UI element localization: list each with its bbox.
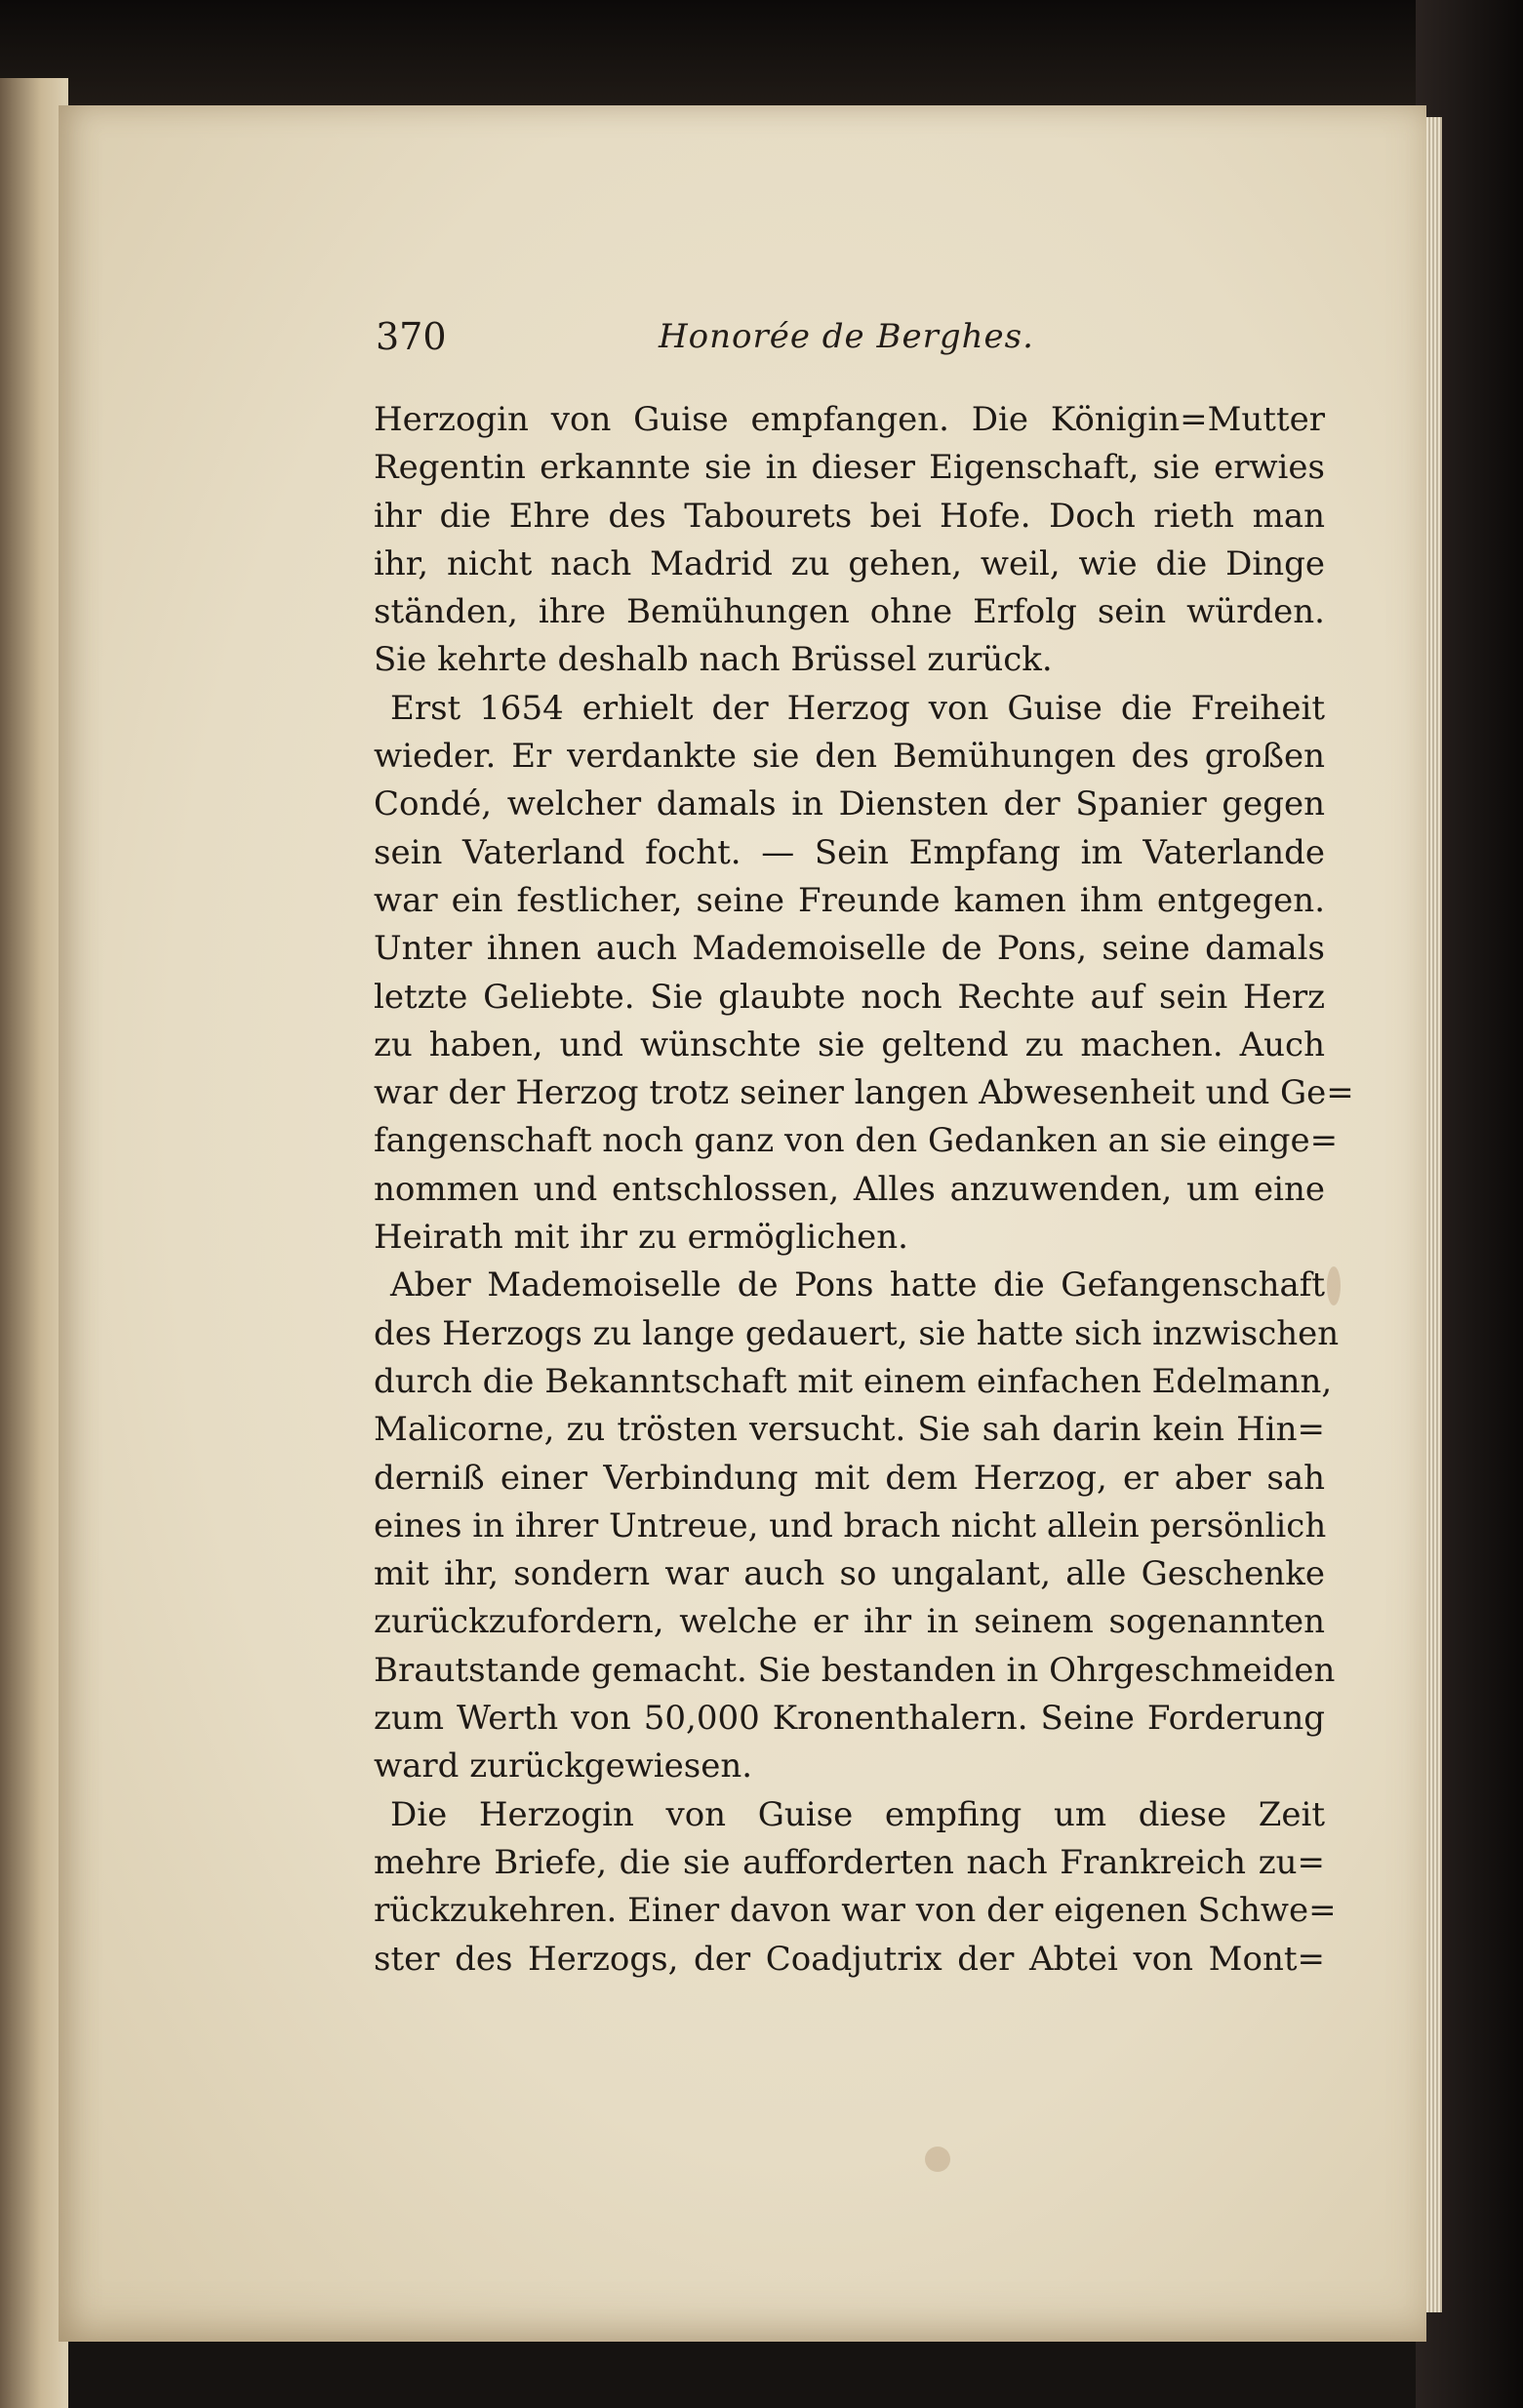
text-line: ihr die Ehre des Tabourets bei Hofe. Doch rieth man bbox=[374, 496, 1325, 536]
text-line: fangenschaft noch ganz von den Gedanken an sie einge= bbox=[374, 1121, 1339, 1161]
text-line: Herzogin von Guise empfangen. Die Königin=Mutter bbox=[374, 400, 1325, 439]
text-line: durch die Bekanntschaft mit einem einfachen Edelmann, bbox=[374, 1361, 1333, 1401]
text-line: Die Herzogin von Guise empfing um diese Zeit bbox=[390, 1794, 1325, 1834]
text-line: war der Herzog trotz seiner langen Abwesenheit und Ge= bbox=[374, 1073, 1354, 1113]
page-header bbox=[376, 314, 1342, 359]
text-line: ward zurückgewiesen. bbox=[374, 1746, 753, 1786]
text-line: ständen, ihre Bemühungen ohne Erfolg sein würden. bbox=[374, 592, 1325, 632]
text-line: mit ihr, sondern war auch so ungalant, alle Geschenke bbox=[374, 1554, 1325, 1594]
page-number: 370 bbox=[376, 315, 447, 358]
text-line: nommen und entschlossen, Alles anzuwenden, um eine bbox=[374, 1169, 1325, 1209]
text-line: war ein festlicher, seine Freunde kamen ihm entgegen. bbox=[374, 880, 1325, 920]
text-line: derniß einer Verbindung mit dem Herzog, er aber sah bbox=[374, 1458, 1325, 1498]
page-stack-edge bbox=[1426, 117, 1442, 2312]
text-line: Brautstande gemacht. Sie bestanden in Ohrgeschmeiden bbox=[374, 1650, 1336, 1690]
paper-stain bbox=[1327, 1266, 1341, 1305]
background-top bbox=[0, 0, 1523, 117]
text-line: Aber Mademoiselle de Pons hatte die Gefangenschaft bbox=[390, 1265, 1325, 1305]
text-line: Unter ihnen auch Mademoiselle de Pons, seine damals bbox=[374, 929, 1325, 969]
text-line: eines in ihrer Untreue, und brach nicht allein persönlich bbox=[374, 1505, 1327, 1545]
running-title: Honorée de Berghes. bbox=[659, 317, 1034, 356]
text-line: ster des Herzogs, der Coadjutrix der Abtei von Mont= bbox=[374, 1939, 1325, 1979]
paper-stain bbox=[925, 2147, 950, 2172]
text-line: Erst 1654 erhielt der Herzog von Guise die Freiheit bbox=[390, 688, 1325, 728]
text-line: zum Werth von 50,000 Kronenthalern. Seine Forderung bbox=[374, 1699, 1325, 1739]
text-line: rückzukehren. Einer davon war von der eigenen Schwe= bbox=[374, 1891, 1337, 1931]
text-line: sein Vaterland focht. — Sein Empfang im Vaterlande bbox=[374, 832, 1325, 872]
body-text bbox=[374, 396, 1354, 1984]
text-line: zu haben, und wünschte sie geltend zu machen. Auch bbox=[374, 1024, 1325, 1064]
text-line: Malicorne, zu trösten versucht. Sie sah darin kein Hin= bbox=[374, 1410, 1325, 1450]
text-line: mehre Briefe, die sie aufforderten nach Frankreich zu= bbox=[374, 1842, 1325, 1882]
text-line: letzte Geliebte. Sie glaubte noch Rechte auf sein Herz bbox=[374, 977, 1325, 1017]
text-line: Condé, welcher damals in Diensten der Spanier gegen bbox=[374, 784, 1325, 824]
text-line: des Herzogs zu lange gedauert, sie hatte sich inzwischen bbox=[374, 1313, 1340, 1353]
text-line: Heirath mit ihr zu ermöglichen. bbox=[374, 1218, 908, 1258]
text-line: zurückzufordern, welche er ihr in seinem sogenannten bbox=[374, 1602, 1325, 1642]
text-line: Sie kehrte deshalb nach Brüssel zurück. bbox=[374, 640, 1053, 680]
text-line: Regentin erkannte sie in dieser Eigenschaft, sie erwies bbox=[374, 448, 1325, 488]
text-line: wieder. Er verdankte sie den Bemühungen des großen bbox=[374, 737, 1325, 777]
text-line: ihr, nicht nach Madrid zu gehen, weil, wie die Dinge bbox=[374, 543, 1325, 583]
